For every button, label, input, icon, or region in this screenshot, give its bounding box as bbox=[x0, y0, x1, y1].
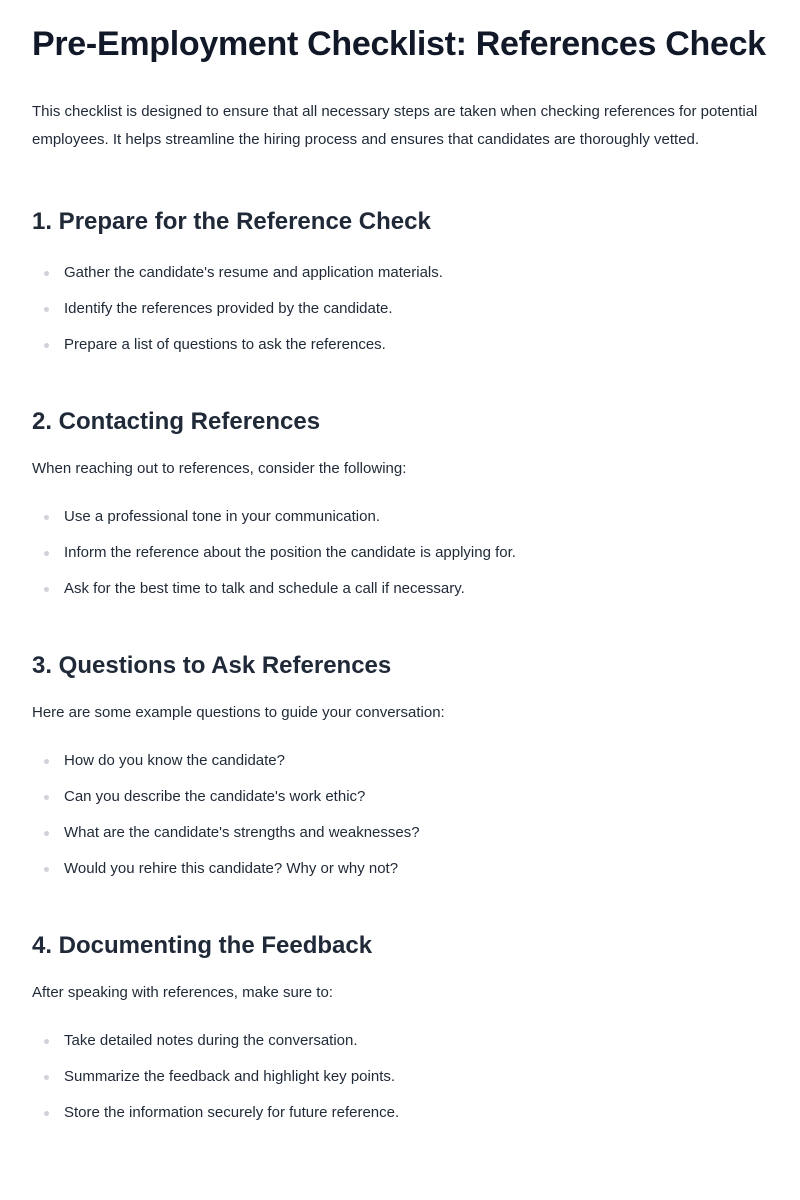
list-item-text: Summarize the feedback and highlight key points. bbox=[64, 1068, 396, 1085]
checklist bbox=[32, 507, 768, 599]
list-item bbox=[32, 1031, 768, 1051]
list-item-text: Take detailed notes during the conversation. bbox=[64, 1032, 358, 1049]
list-item-text: Inform the reference about the position the candidate is applying for. bbox=[64, 544, 516, 561]
list-item bbox=[32, 823, 768, 843]
list-item bbox=[32, 335, 768, 355]
bullet-icon bbox=[44, 515, 49, 520]
bullet-icon bbox=[44, 1111, 49, 1116]
list-item bbox=[32, 859, 768, 879]
intro-paragraph: This checklist is designed to ensure that all necessary steps are taken when checking references for potential employees. It helps streamline the hiring process and ensures that candidates are thoroughly vetted. bbox=[32, 103, 758, 148]
list-item bbox=[32, 1067, 768, 1087]
list-item bbox=[32, 751, 768, 771]
bullet-icon bbox=[44, 587, 49, 592]
list-item bbox=[32, 579, 768, 599]
list-item-text: Prepare a list of questions to ask the references. bbox=[64, 336, 386, 353]
bullet-icon bbox=[44, 1075, 49, 1080]
bullet-icon bbox=[44, 867, 49, 872]
list-item-text: How do you know the candidate? bbox=[64, 752, 285, 769]
section-heading: 3. Questions to Ask References bbox=[32, 652, 392, 679]
section-documenting bbox=[32, 931, 768, 1123]
list-item-text: Gather the candidate's resume and application materials. bbox=[64, 264, 443, 281]
list-item bbox=[32, 787, 768, 807]
list-item bbox=[32, 1103, 768, 1123]
checklist bbox=[32, 263, 768, 355]
section-prepare bbox=[32, 207, 768, 355]
checklist bbox=[32, 1031, 768, 1123]
section-lead: After speaking with references, make sure to: bbox=[32, 984, 333, 1001]
list-item-text: Store the information securely for future reference. bbox=[64, 1104, 400, 1121]
bullet-icon bbox=[44, 1039, 49, 1044]
section-questions bbox=[32, 651, 768, 879]
bullet-icon bbox=[44, 343, 49, 348]
list-item-text: Can you describe the candidate's work ethic? bbox=[64, 788, 366, 805]
page-title: Pre-Employment Checklist: References Check bbox=[32, 25, 766, 63]
list-item-text: Identify the references provided by the candidate. bbox=[64, 300, 393, 317]
list-item-text: What are the candidate's strengths and weaknesses? bbox=[64, 824, 420, 841]
bullet-icon bbox=[44, 271, 49, 276]
section-lead: Here are some example questions to guide your conversation: bbox=[32, 704, 445, 721]
list-item bbox=[32, 263, 768, 283]
list-item-text: Would you rehire this candidate? Why or why not? bbox=[64, 860, 399, 877]
bullet-icon bbox=[44, 759, 49, 764]
list-item bbox=[32, 507, 768, 527]
section-heading: 4. Documenting the Feedback bbox=[32, 932, 373, 959]
list-item-text: Ask for the best time to talk and schedule a call if necessary. bbox=[64, 580, 465, 597]
section-heading: 1. Prepare for the Reference Check bbox=[32, 208, 431, 235]
checklist bbox=[32, 751, 768, 879]
section-lead: When reaching out to references, consider the following: bbox=[32, 460, 407, 477]
bullet-icon bbox=[44, 307, 49, 312]
section-contacting bbox=[32, 407, 768, 599]
list-item bbox=[32, 543, 768, 563]
section-heading: 2. Contacting References bbox=[32, 408, 321, 435]
bullet-icon bbox=[44, 551, 49, 556]
bullet-icon bbox=[44, 831, 49, 836]
list-item bbox=[32, 299, 768, 319]
list-item-text: Use a professional tone in your communication. bbox=[64, 508, 380, 525]
bullet-icon bbox=[44, 795, 49, 800]
